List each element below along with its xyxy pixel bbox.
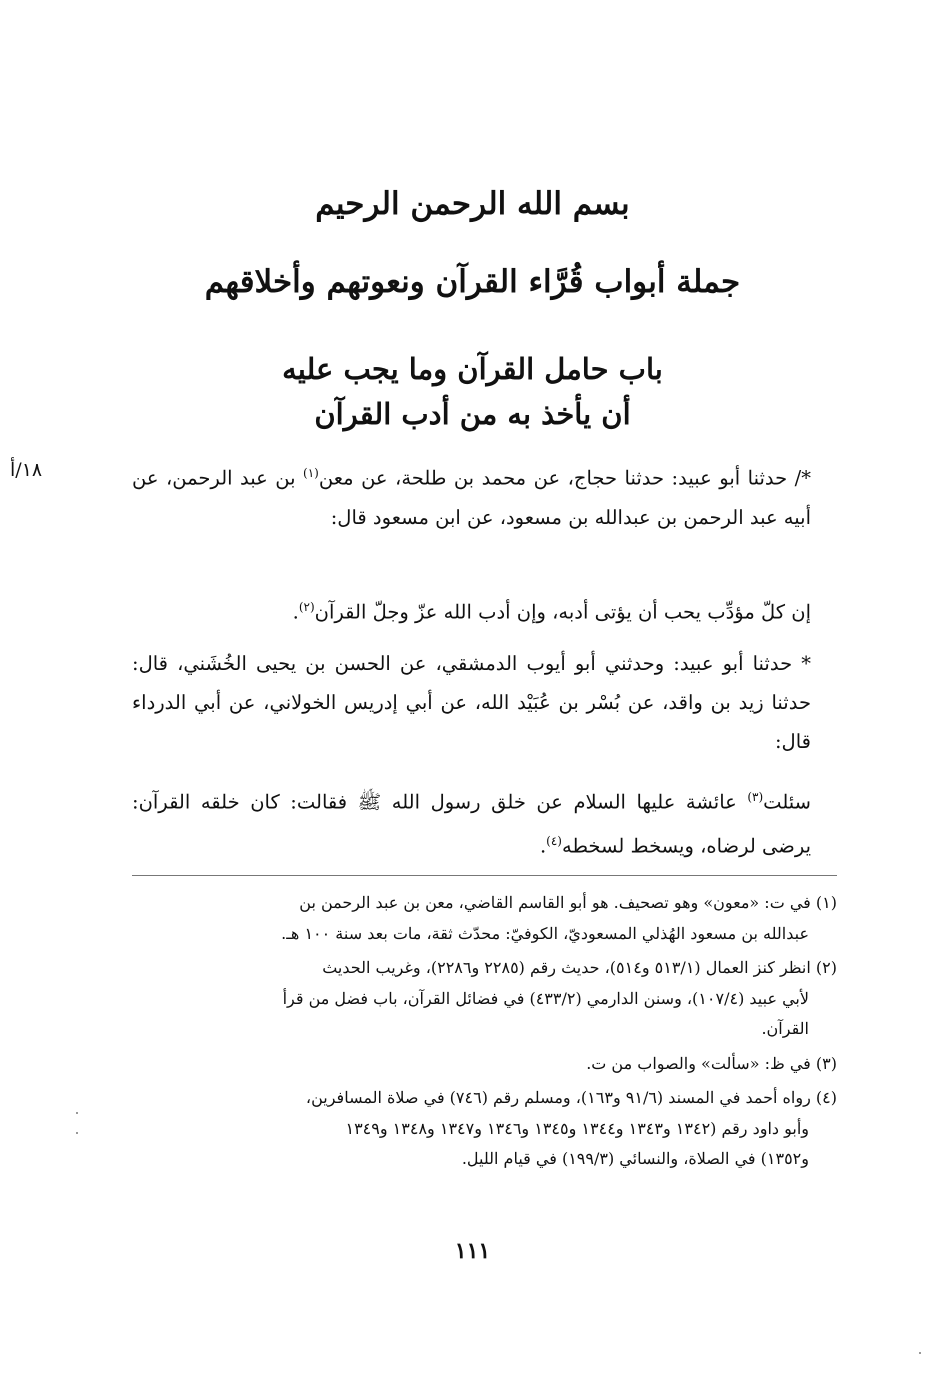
page-number: ١١١ [454,1238,491,1264]
paragraph-text: . [292,600,299,624]
footnote-line: القرآن. [761,1019,809,1038]
footnote-marker: (٢) [298,600,315,614]
paragraph-text: . [539,834,547,857]
chapter-title-line-1: باب حامل القرآن وما يجب عليه [282,352,663,386]
paragraph-text: بن عبد الرحمن، عن أبيه عبد الرحمن بن عبدالله بن مسعود، عن ابن مسعود قال: [132,466,811,529]
scan-speck [76,1132,78,1134]
footnote-3 [132,1049,837,1080]
footnote-marker: (١) [303,466,319,480]
paragraph-text: */ حدثنا أبو عبيد: حدثنا حجاج، عن محمد بن طلحة، عن [361,466,811,490]
footnote-marker: (٣) [747,790,764,804]
footnote-line: (٣) في ظ: «سألت» والصواب من ت. [586,1053,837,1073]
scan-speck [76,1112,78,1114]
scan-speck [919,1352,921,1354]
footnote-line: عبدالله بن مسعود الهُذلي المسعوديّ، الكوفيّ: محدّث ثقة، مات بعد سنة ١٠٠ هـ. [281,923,809,943]
footnote-line: و١٣٥٢) في الصلاة، والنسائي (١٩٩/٣) في قيام الليل. [461,1149,809,1168]
paragraph-isnad-1 [132,454,837,537]
footnote-line: (٤) رواه أحمد في المسند (٩١/٦ و١٦٣)، ومسلم رقم (٧٤٦) في صلاة المسافرين، [305,1088,837,1107]
book-title: جملة أبواب قُرَّاء القرآن ونعوتهم وأخلاقهم [204,264,741,300]
basmala-heading: بسم الله الرحمن الرحيم [315,186,630,222]
footnote-4 [132,1083,837,1175]
paragraph-text: معن [318,466,354,490]
paragraph-isnad-2 [132,644,837,761]
footnotes-section [132,888,837,1179]
footnote-2 [132,953,837,1045]
manuscript-folio-ref: ١٨/أ [10,459,43,481]
chapter-title-line-2: أن يأخذ به من أدب القرآن [314,397,631,431]
footnote-line: (١) في ت: «معون» وهو تصحيف. هو أبو القاسم القاضي، معن بن عبد الرحمن بن [299,893,837,912]
footnote-marker: (٤) [546,833,562,848]
paragraph-saying-2 [132,778,837,865]
footnote-line: لأبي عبيد (١٠٧/٤)، وسنن الدارمي (٤٣٣/٢) في فضائل القرآن، باب فضل من قرأ [282,988,809,1008]
paragraph-text: * حدثنا أبو عبيد: وحدثني أبو أيوب الدمشقي، عن الحسن بن يحيى الخُشَني، قال: حدثنا زيد بن واقد، عن بُسْر بن عُبَيْد الله، عن أبي إدريس الخولاني، عن أبي الدرداء قال: [132,652,811,753]
footnote-1 [132,888,837,949]
paragraph-text: سئلت [763,790,811,814]
footnote-line: وأبو داود رقم (١٣٤٢ و١٣٤٣ و١٣٤٤ و١٣٤٥ و١٣٤٦ و١٣٤٧ و١٣٤٨ و١٣٤٩ [345,1118,809,1138]
footnote-line: (٢) انظر كنز العمال (٥١٣/١ و٥١٤)، حديث رقم (٢٢٨٥ و٢٢٨٦)، وغريب الحديث [322,958,837,977]
paragraph-text: إن كلّ مؤدِّب يحب أن يؤتى أدبه، وإن أدب الله عزّ وجلّ القرآن [314,600,811,624]
footnote-divider [132,875,837,876]
paragraph-saying-1 [132,588,837,632]
paragraph-text: عائشة عليها السلام عن خلق رسول الله ﷺ فقالت: كان خلقه القرآن: يرضى لرضاه، ويسخط لسخطه [132,790,811,857]
